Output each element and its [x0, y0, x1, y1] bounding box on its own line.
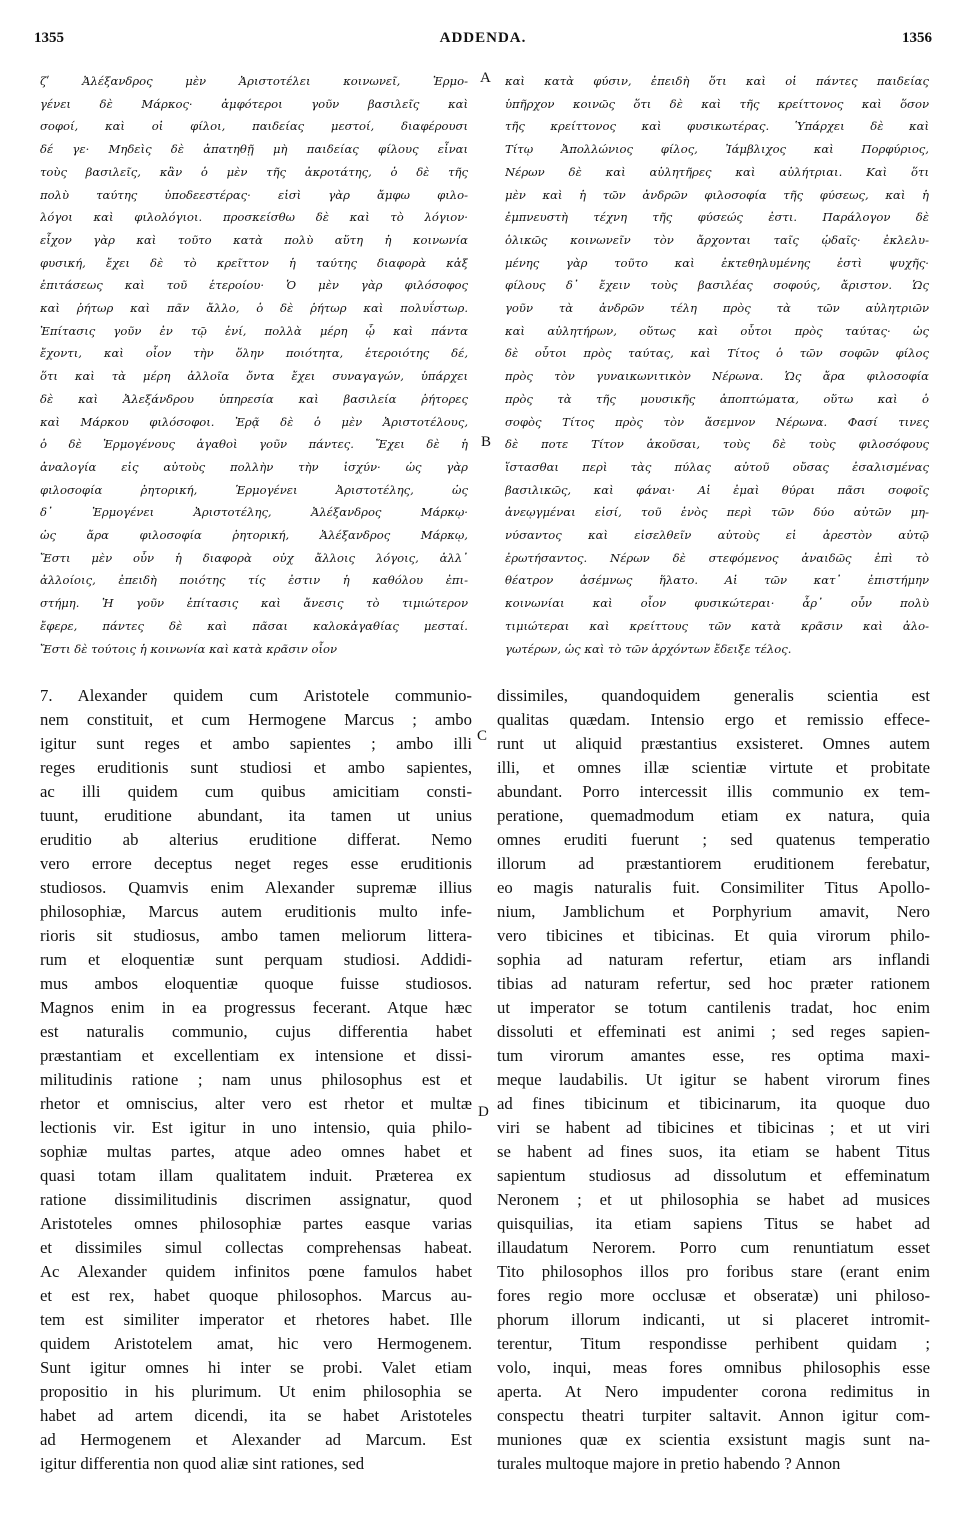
text-line: tum virorum amantes esse, res optima maxi- [497, 1046, 930, 1065]
section-marker-c: C [477, 728, 488, 744]
text-line: λόγοι καὶ φιλολόγιοι. προσκείσθω δὲ καὶ τὸ λόγιον· [40, 210, 468, 225]
text-line: πρὸς τὸν γυναικωνιτικὸν Νέρωνα. Ὡς ἄρα φιλοσοφία [505, 369, 929, 384]
text-line: ἀνεῳγμέναι εἰσί, τοῦ ἑνὸς περὶ τῶν δύο αὐτῶν μη- [505, 505, 929, 520]
text-line: ζʹ Ἀλέξανδρος μὲν Ἀριστοτέλει κοινωνεῖ, Ἑρμο- [40, 74, 468, 88]
text-line: tem est similiter imperator et rhetores habet. Ille [40, 1310, 472, 1329]
text-line: πολὺ ταύτης ὑποδεεστέρας· εἰσὶ γὰρ ἄμφω φιλο- [40, 187, 468, 202]
text-line: σοφοί, καὶ οἱ φίλοι, παιδείας μεστοί, διαφέρουσι [40, 119, 468, 134]
section-marker-b: B [481, 434, 492, 450]
text-line: δὲ ποτε Τίτον ἀκοῦσαι, τοὺς δὲ τοὺς φιλοσόφους [505, 437, 929, 452]
text-line: βασιλικῶς, καὶ φάναι· Αἱ ἐμαὶ θύραι πᾶσι σοφοῖς [505, 482, 929, 497]
text-line: quidem Aristotelem amat, hic vero Hermogenem. [40, 1334, 472, 1353]
text-line: εἶχον γὰρ καὶ τοῦτο κατὰ πολὺ αὕτη ἡ κοινωνία [40, 232, 468, 247]
latin-column-left [40, 684, 472, 1476]
text-line: δὲ οὗτοι πρὸς ταύτας, καὶ Τίτος ὁ τῶν σοφῶν φίλος [505, 346, 929, 361]
text-line: turales multoque majore in pretio habendo ? Annon [497, 1454, 841, 1473]
text-line: τοὺς βασιλεῖς, κἂν ὁ μὲν τῆς ἀκροτάτης, ὁ δὲ τῆς [40, 164, 468, 179]
text-line: eo magis naturalis fuit. Consimiliter Titus Apollo- [497, 878, 930, 897]
text-line: Τίτῳ Ἀπολλώνιος φίλος, Ἰάμβλιχος καὶ Πορφύριος, [505, 142, 929, 157]
text-line: præstantiam et excellentiam ex intensione et dissi- [40, 1046, 472, 1065]
text-line: volo, inqui, meas fores omnibus philosophis esse [497, 1358, 930, 1377]
text-line: ἀλλοίοις, ἐπειδὴ ποιότης τίς ἐστιν ἡ καθόλου ἐπι- [40, 573, 468, 588]
text-line: ὁ δὲ Ἑρμογένους ἀγαθοὶ γοῦν πάντες. Ἔχει δὲ ἡ [40, 437, 468, 452]
text-line: viri se habent ad tibicines et tibicinas ; et ut viri [497, 1118, 930, 1137]
text-line: καὶ Μάρκου φιλόσοφοι. Ἐρᾷ δὲ ὁ μὲν Ἀριστοτέλους, [40, 414, 468, 429]
text-line: γοῦν τὰ ἀνδρῶν τέλη πρὸς τὰ τῶν αὐλητριῶν [505, 301, 929, 316]
text-line: reges eruditionis sunt studiosi et ambo sapientes, [40, 758, 472, 777]
text-line: Ἐπίτασις γοῦν ἐν τῷ ἑνί, πολλὰ μέρη ᾧ καὶ πάντα [40, 323, 468, 338]
text-line: illorum ad præstantiorem eruditionem ferebatur, [497, 854, 930, 873]
text-line: qualitas quædam. Intensio ergo et remissio effece- [497, 710, 930, 729]
text-line: sophiæ multas partes, atque adeo omnes habet et [40, 1142, 472, 1161]
text-line: ac illi quidem cum quibus amicitiam consti- [40, 782, 472, 801]
text-line: mus ambos eloquentiæ quoque fuisse studiosos. [40, 974, 472, 993]
text-line: ἔχοντι, καὶ οἷον τὴν ὅλην ποιότητα, ἑτεροιότης δέ, [40, 346, 468, 361]
text-line: conspectu theatri turpiter saltavit. Annon igitur com- [497, 1406, 930, 1425]
text-line: καὶ ῥήτωρ καὶ πᾶν ἄλλο, ὁ δὲ ῥήτωρ καὶ πολυΐστωρ. [40, 301, 468, 316]
text-line: illaudatum Nerorem. Porro cum renuntiatum esset [497, 1238, 930, 1257]
text-line: Νέρων δὲ καὶ αὐλητῆρες καὶ αὐλήτριαι. Καὶ ὅτι [505, 164, 929, 179]
text-line: meque laudabilis. Ut igitur se habent virorum fines [497, 1070, 930, 1089]
text-line: sapientum studiosus ad dissolutum et effeminatum [497, 1166, 930, 1185]
text-line: dissoluti et effeminati est animi ; sed reges sapien- [497, 1022, 930, 1041]
text-line: ut imperator se totum cantilenis tradat, hoc enim [497, 998, 930, 1017]
text-line: runt ut aliquid præstantius exsisteret. Omnes autem [497, 734, 930, 753]
text-line: studiosos. Quamvis enim Alexander supremæ illius [40, 878, 472, 897]
text-line: ἀναλογία εἰς αὐτοὺς πολλὴν τὴν ἰσχύν· ὡς γὰρ [40, 459, 468, 474]
section-marker-a: A [480, 70, 491, 86]
text-line: ἐμπνευστὴ τέχνη τῆς φύσεώς ἐστι. Παράλογον δὲ [505, 210, 929, 225]
text-line: est naturalis communio, cujus differentia habet [40, 1022, 472, 1041]
text-line: phorum illorum indicanti, ut si placeret intromit- [497, 1310, 930, 1329]
text-line: γένει δὲ Μάρκος· ἀμφότεροι γοῦν βασιλεῖς καὶ [40, 96, 468, 111]
text-line: tuunt, eruditione abundant, ita tamen ut unius [40, 806, 472, 825]
text-line: omnes eruditi fuerunt ; sed quatenus temperatio [497, 830, 930, 849]
text-line: δὲ καὶ Ἀλεξάνδρου ὑπηρεσία καὶ βασιλεία ῥήτορες [40, 391, 468, 406]
greek-column-left [40, 70, 468, 660]
text-line: δέ γε· Μηδεὶς δὲ ἀπατηθῇ μὴ παιδείας φίλους εἶναι [40, 142, 468, 157]
text-line: rioris sit studiosus, ambo tamen meliorum littera- [40, 926, 472, 945]
text-line: fores regio more occlusæ et obseratæ) uni philoso- [497, 1286, 930, 1305]
text-line: tibias ad naturam refertur, sed hoc præter rationem [497, 974, 930, 993]
text-line: muniones quæ ex scientia exsistunt magis sunt na- [497, 1430, 930, 1449]
text-line: Aristoteles omnes philosophiæ partes easque varias [40, 1214, 472, 1233]
text-line: vero errore deceptus neget reges esse eruditionis [40, 854, 472, 873]
text-line: illi, et omnes illæ scientiæ virtute et probitate [497, 758, 930, 777]
text-line: abundant. Porro intercessit illis communio ex tem- [497, 782, 930, 801]
text-line: ὑπῆρχον κοινῶς ὅτι δὲ καὶ τῆς κρείττονος καὶ ὅσον [505, 96, 929, 111]
text-line: rum et eloquentiæ sunt perquam studiosi. Addidi- [40, 950, 472, 969]
running-header [34, 30, 932, 54]
text-line: τιμιώτεραι καὶ κρείττους τῶν κατὰ κρᾶσιν καὶ ἀλο- [505, 618, 929, 633]
text-line: ad fines tibicinum et tibicinarum, ita quoque duo [497, 1094, 930, 1113]
text-line: γωτέρων, ὡς καὶ τὸ τῶν ἀρχόντων ἔδειξε τέλος. [505, 641, 792, 656]
text-line: ὅτι καὶ τὰ μέρη ἀλλοῖα ὄντα ἔχει συναγαγών, ὑπάρχει [40, 369, 468, 384]
text-line: igitur differentia non quod aliæ sint rationes, sed [40, 1454, 365, 1473]
text-line: sophia ad naturam refertur, etiam ars inflandi [497, 950, 930, 969]
text-line: aperta. At Nero impudenter corona redimitus in [497, 1382, 930, 1401]
text-line: ὡς ἄρα φιλοσοφία ῥητορική, Ἀλέξανδρος Μάρκῳ, [40, 528, 468, 543]
text-line: φίλους δ᾽ ἔχειν τοὺς βασιλέας σοφούς, ἄριστον. Ὡς [505, 278, 929, 293]
text-line: καὶ κατὰ φύσιν, ἐπειδὴ ὅτι καὶ οἱ πάντες παιδείας [505, 74, 929, 88]
text-line: philosophiæ, Marcus autem eruditionis multo infe- [40, 902, 472, 921]
text-line: Tito philosophos illos pro foribus stare (erant enim [497, 1262, 930, 1281]
text-line: 7. Alexander quidem cum Aristotele communio- [40, 686, 472, 705]
text-line: νύσαντος καὶ εἰσελθεῖν αὐτοὺς εἰ ἀρεστὸν αὐτῷ [505, 528, 929, 543]
text-line: Ἔστι μὲν οὖν ἡ διαφορὰ οὐχ ἄλλοις λόγοις, ἀλλ᾽ [40, 550, 468, 565]
text-line: Ac Alexander quidem infinitos pœne famulos habet [40, 1262, 472, 1281]
text-line: nem constituit, et cum Hermogene Marcus ; ambo [40, 710, 472, 729]
page-number-left: 1355 [34, 30, 64, 46]
text-line: μένης γὰρ τοῦτο καὶ ἐκτεθηλυμένης ἐστὶ ψυχῆς· [505, 255, 929, 270]
text-line: ratione dissimilitudinis discrimen assignatur, quod [40, 1190, 472, 1209]
text-line: eruditio ab alterius eruditione differat. Nemo [40, 830, 472, 849]
text-line: κοινωνίαι καὶ οἷον φυσικώτεραι· ἆρ᾽ οὖν πολὺ [505, 596, 929, 611]
text-line: Magnos enim in ea progressus fecerant. Atque hæc [40, 998, 472, 1017]
text-line: militudinis ratione ; nam unus philosophus est et [40, 1070, 472, 1089]
text-line: Ἔστι δὲ τούτοις ἡ κοινωνία καὶ κατὰ κρᾶσιν οἷον [40, 641, 338, 656]
text-line: ἵστασθαι περὶ τὰς πύλας αὐτοῦ οὔσας ἐσαλισμένας [505, 459, 929, 474]
text-line: φιλοσοφία ῥητορική, Ἑρμογένει Ἀριστοτέλης, ὡς [40, 482, 468, 497]
text-line: μὲν καὶ ἡ τῶν ἀνδρῶν φιλοσοφία τῆς φύσεως, καὶ ἡ [505, 187, 929, 202]
text-line: et est rex, habet quoque philosophos. Marcus au- [40, 1286, 472, 1305]
text-line: καὶ αὐλητήρων, οὕτως καὶ οὗτοι πρὸς ταύτας· ὡς [505, 323, 929, 338]
text-line: ἐρωτήσαντος. Νέρων δὲ στεφόμενος ἀναιδῶς ἐπὶ τὸ [505, 550, 929, 565]
text-line: habet ad artem dicendi, ita se habet Aristoteles [40, 1406, 472, 1425]
text-line: ἐπιτάσεως καὶ τοῦ ἑτεροίου· Ὁ μὲν γὰρ φιλόσοφος [40, 278, 468, 293]
text-line: στήμη. Ἡ γοῦν ἐπίτασις καὶ ἄνεσις τὸ τιμιώτερον [40, 596, 468, 611]
text-line: φυσική, ἔχει δὲ τὸ κρεῖττον ἡ ταύτης διαφορὰ κἀξ [40, 255, 468, 270]
page-number-right: 1356 [902, 30, 932, 46]
text-line: propositio in his plurimum. Ut enim philosophia se [40, 1382, 472, 1401]
text-line: πρὸς τὰ τῆς μουσικῆς ἀποπτώματα, οὕτω καὶ ὁ [505, 391, 929, 406]
text-line: lectionis vir. Est igitur in uno intensio, quia philo- [40, 1118, 472, 1137]
text-line: vero tibicines et tibicinas. Et quia virorum philo- [497, 926, 930, 945]
text-line: ὁλικῶς κοινωνεῖν τὸν ἄρχονται ταῖς ᾠδαῖς· ἐκλελυ- [505, 232, 929, 247]
text-line: ἔφερε, πάντες δὲ καὶ πᾶσαι καλοκἀγαθίας μεσταί. [40, 618, 468, 633]
text-line: terentur, Titum respondisse perhibent quidam ; [497, 1334, 930, 1353]
text-line: dissimiles, quandoquidem generalis scientia est [497, 686, 930, 705]
greek-column-right [505, 70, 929, 660]
text-line: se habent ad fines suos, ita etiam se habent Titus [497, 1142, 930, 1161]
text-line: Sunt igitur omnes hi inter se probi. Valet etiam [40, 1358, 472, 1377]
text-line: ad Hermogenem et Alexander ad Marcum. Est [40, 1430, 472, 1449]
latin-column-right [497, 684, 930, 1476]
text-line: θέατρον ἀσέμνως ἥλατο. Αἱ τῶν κατ᾽ ἐπιστήμην [505, 573, 929, 588]
running-title: ADDENDA. [439, 30, 527, 46]
text-line: δ᾽ Ἑρμογένει Ἀριστοτέλης, Ἀλέξανδρος Μάρκῳ· [40, 505, 468, 520]
text-line: et dissimiles simul collectas comprehensas habeat. [40, 1238, 472, 1257]
text-line: σοφὸς Τίτος πρὸς τὸν ἄσεμνον Νέρωνα. Φασί τινες [505, 414, 929, 429]
text-line: quasi totam illam qualitatem induit. Præterea ex [40, 1166, 472, 1185]
text-line: nium, Jamblichum et Porphyrium amavit, Nero [497, 902, 930, 921]
text-line: igitur sunt reges et ambo sapientes ; ambo illi [40, 734, 472, 753]
text-line: Neronem ; et ut philosophia se habet ad musices [497, 1190, 930, 1209]
text-line: τῆς κρείττονος καὶ φυσικωτέρας. Ὑπάρχει δὲ καὶ [505, 119, 929, 134]
section-marker-d: D [478, 1104, 489, 1120]
text-line: peratione, quemadmodum etiam ex natura, quia [497, 806, 930, 825]
text-line: rhetor et omniscius, alter vero est rhetor et multæ [40, 1094, 472, 1113]
text-line: quisquilias, ita etiam sapiens Titus se habet ad [497, 1214, 930, 1233]
